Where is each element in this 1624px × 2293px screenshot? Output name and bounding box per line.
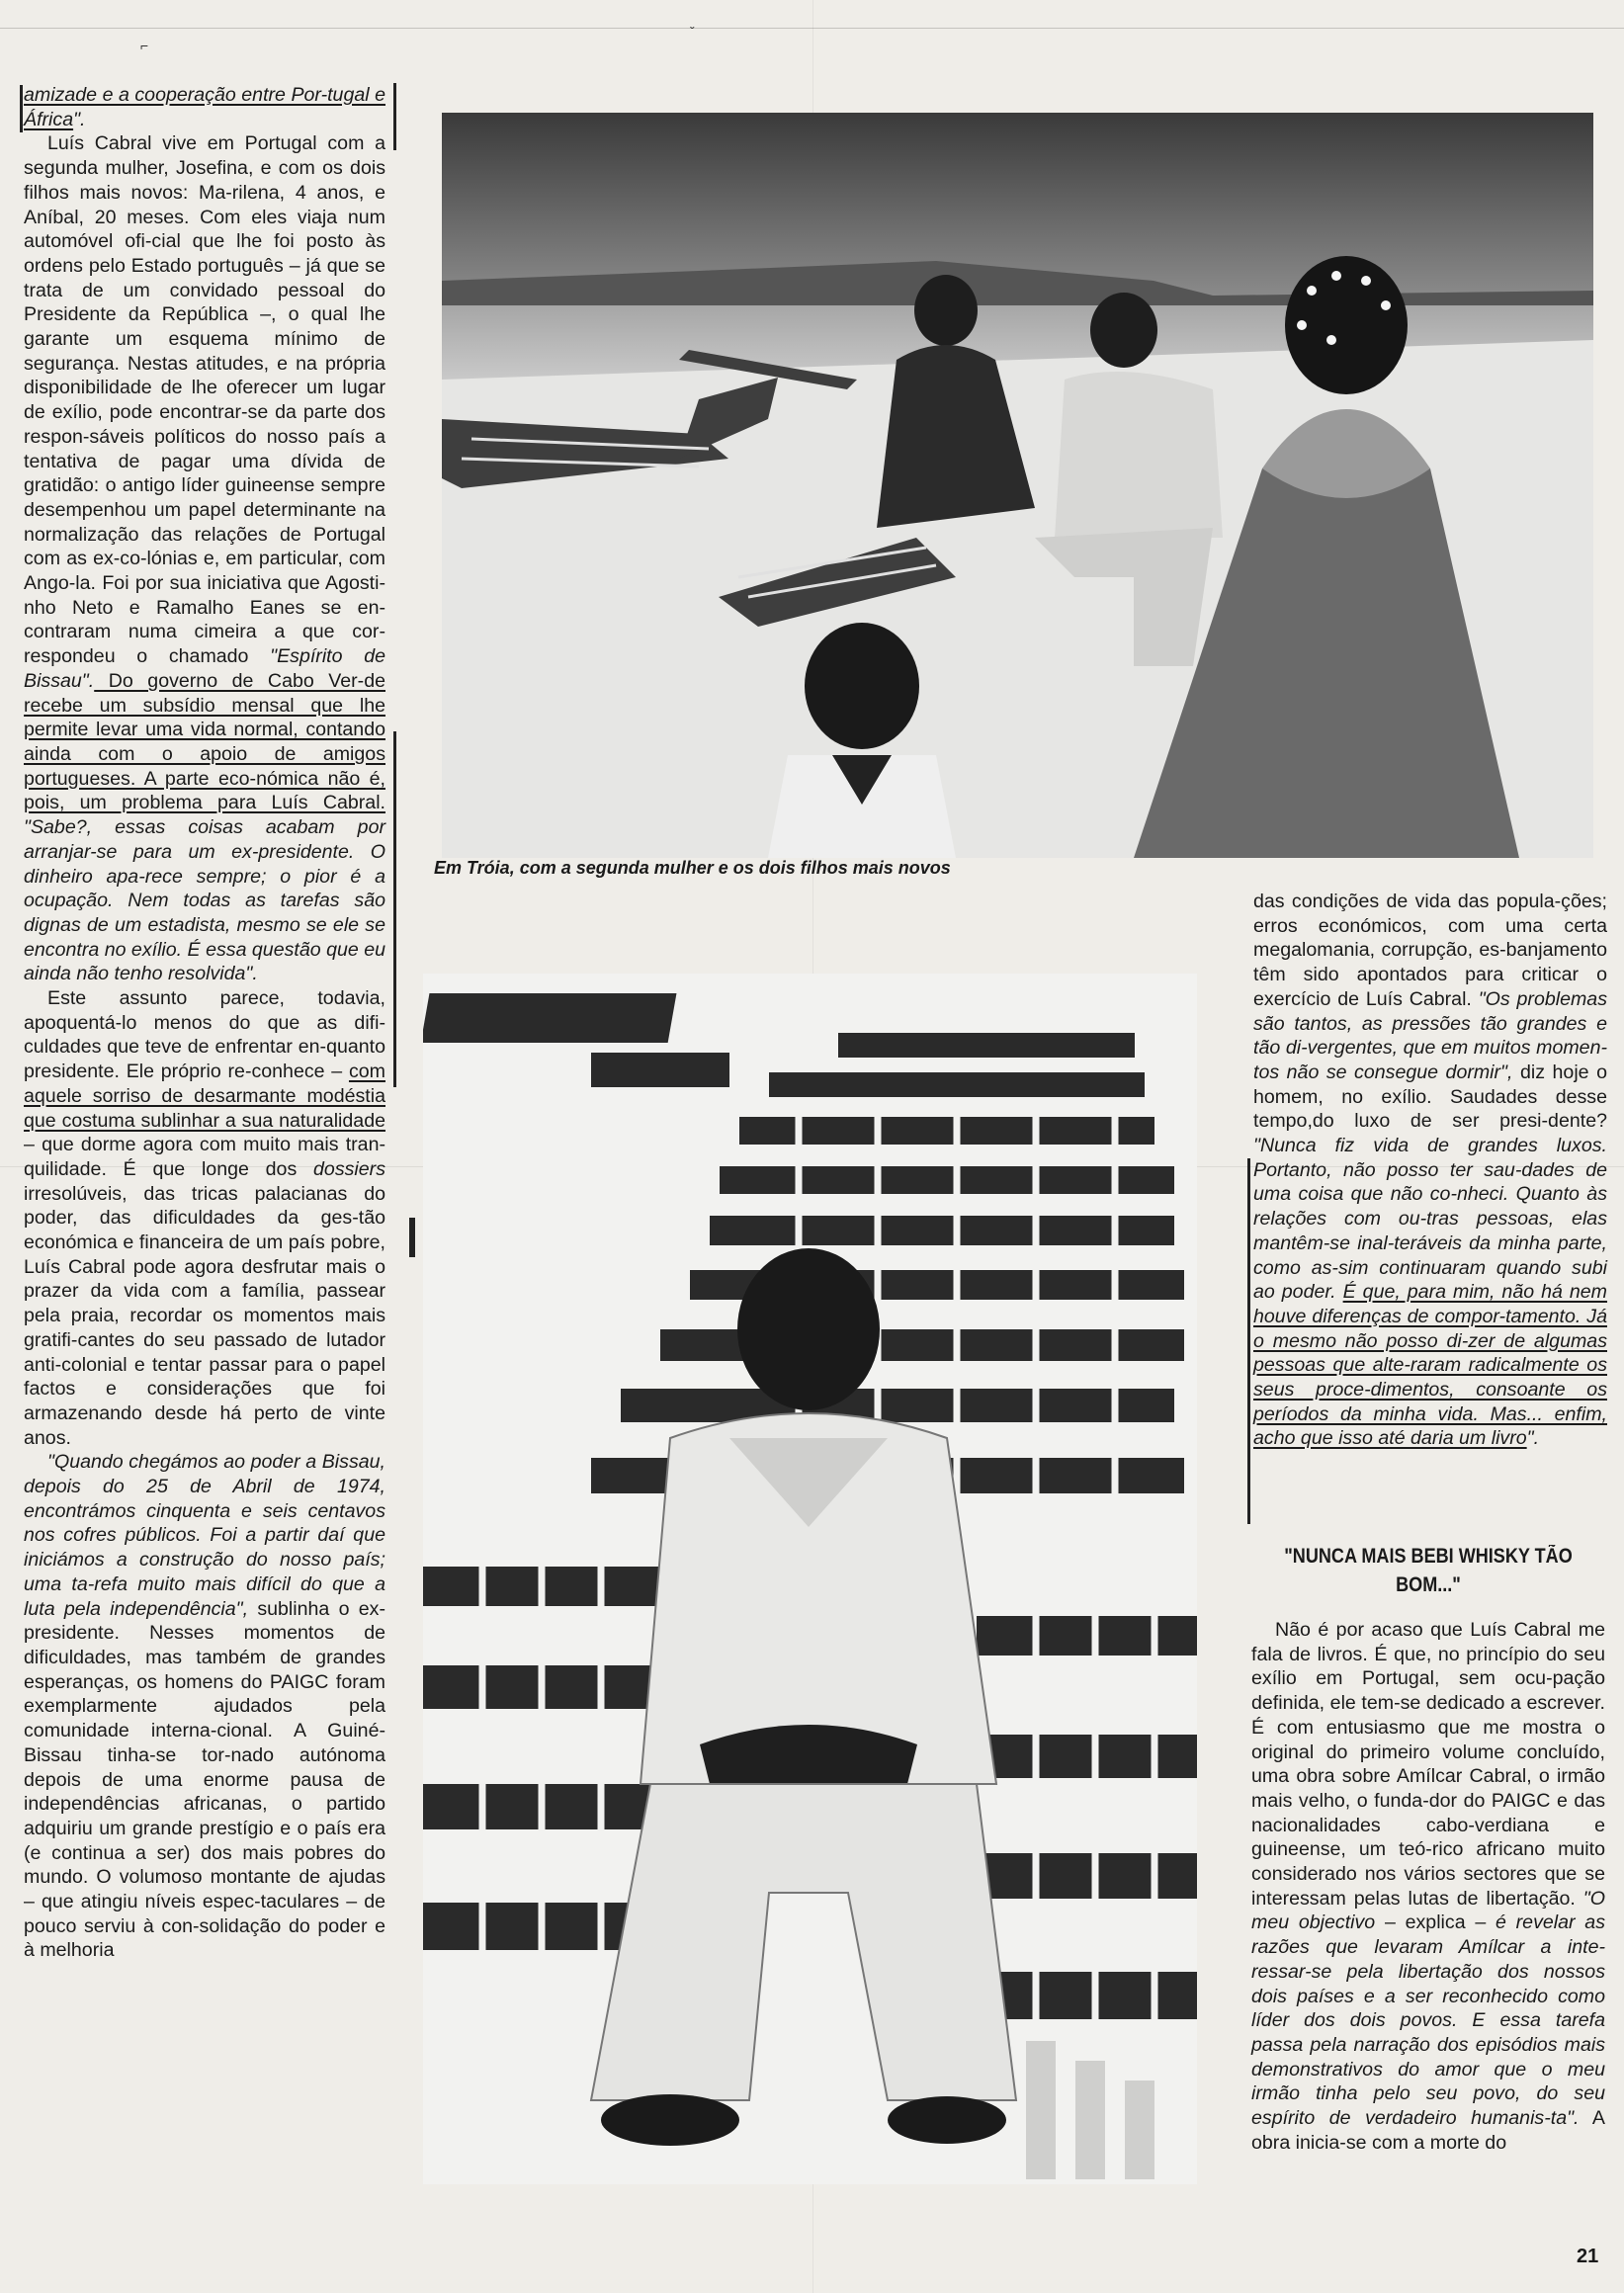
- quote-text: "O meu objectivo: [1251, 1887, 1605, 1934]
- right-bottom-paragraph: [1251, 1618, 1605, 2155]
- quote-end: ".: [73, 108, 86, 130]
- section-headline: "NUNCA MAIS BEBI WHISKY TÃO BOM...": [1284, 1545, 1573, 1596]
- left-paragraph-3: [24, 986, 385, 1450]
- left-paragraph-1: [24, 83, 385, 131]
- right-top-paragraph: [1253, 890, 1607, 1451]
- quote-text: é revelar as razões que levaram Amílcar a inte-ressar-se pela libertação dos nossos dois países e a ser reconhecido como líder dos dois povos. E essa tarefa passa pela narração dos episódios mais demonstrativos do amor que o meu irmão tinha pelo seu povo, do seu espírito de verdadeiro humanis-ta".: [1251, 1911, 1605, 2130]
- underlined-text: com aquele sorriso de desarmante modéstia que costuma sublinhar a sua naturalidade: [24, 1061, 385, 1132]
- photo-caption: Em Tróia, com a segunda mulher e os dois filhos mais novos: [434, 858, 951, 878]
- margin-pen-mark: [393, 731, 396, 1087]
- body-text: A obra inicia-se com a morte do: [1251, 2107, 1605, 2154]
- man-on-sunbeds-photo-art: [423, 974, 1197, 2184]
- right-column-bottom: [1251, 1618, 1605, 2155]
- body-text: – que dorme agora com muito mais tran-quilidade. É que longe dos: [24, 1134, 385, 1180]
- underlined-quote: É que, para mim, não há nem houve diferenças de compor-tamento. Já o mesmo não posso di-zer de algumas pessoas que alte-raram radicalmente os seus proce-dimentos, consoante os períodos da minha vida. Mas... enfim, acho que isso até daria um livro: [1253, 1281, 1608, 1450]
- quote-text: "Sabe?, essas coisas acabam por arranjar-se para um ex-presidente. O dinheiro apa-rece sempre; o pior é a ocupação. Nem todas as tarefas são dignas de um estadista, mesmo se ele se encontra no exílio. É essa questão que eu ainda não tenho resolvida".: [24, 816, 386, 985]
- body-text: Não é por acaso que Luís Cabral me fala de livros. É que, no princípio do seu exílio em Portugal, sem ocu-pação definida, ele tem-se dedicado a escrever. É com entusiasmo que me mostra o original do primeiro volume concluído, uma obra sobre Amílcar Cabral, o irmão mais velho, o funda-dor do PAIGC e das nacionalidades cabo-verdiana e guineense, um teó-rico africano muito considerado nos vários sectores que se interessam pelas lutas de libertação.: [1251, 1619, 1605, 1910]
- body-text: das condições de vida das popula-ções; erros económicos, com uma certa megalomania, corrupção, es-banjamento têm sido apontados para criticar o exercício de Luís Cabral.: [1253, 891, 1607, 1010]
- quote-end: ".: [1526, 1427, 1540, 1450]
- beach-family-photo: [442, 113, 1593, 858]
- scan-mark: ⌐: [140, 38, 149, 53]
- margin-pen-mark: [393, 83, 396, 150]
- underlined-text: Do governo de Cabo Ver-de recebe um subsídio mensal que lhe permite levar uma vida normal, contando ainda com o apoio de amigos portugueses. A parte eco-nómica não é, pois, um problema para Luís Cabral.: [24, 669, 385, 814]
- italic-word: dossiers: [313, 1157, 385, 1180]
- left-column: [24, 83, 385, 1963]
- body-text: sublinha o ex-presidente. Nesses momentos de dificuldades, mas também de grandes esperanças, os homens do PAIGC foram exemplarmente ajudados pela comunidade interna-cional. A Guiné-Bissau tinha-se tor-nado autónoma depois de uma enorme pausa de independências africanas, o partido adquiriu um grande prestígio e o país era (e continua a ser) dos mais pobres do mundo. O volumoso montante de ajudas – que atingiu níveis espec-taculares – de pouco serviu à con-solidação do poder e à melhoria: [24, 1597, 385, 1962]
- margin-pen-mark: [1247, 1158, 1250, 1524]
- body-text: diz hoje o homem, no exílio. Saudades desse tempo,do luxo de ser presi-dente?: [1253, 1061, 1607, 1133]
- margin-pen-mark: [20, 85, 23, 132]
- margin-pen-mark: [409, 1218, 415, 1257]
- quote-text: "Os problemas são tantos, as pressões tão grandes e tão di-vergentes, que em muitos momen-tos não se consegue dormir",: [1253, 987, 1608, 1083]
- scan-mark: ˇ: [690, 24, 695, 40]
- body-text: irresolúveis, das tricas palacianas do poder, das dificuldades da ges-tão económica e financeira de um país pobre, Luís Cabral pode agora desfrutar mais o prazer da vida com a família, passear pela praia, recordar os momentos mais gratifi-cantes do seu passado de lutador anti-colonial e tentar passar para o papel factos e considerações que foi armazenando desde há perto de vinte anos.: [24, 1182, 385, 1449]
- right-column-top: [1253, 890, 1607, 1451]
- underlined-quote: amizade e a cooperação entre Por-tugal e África: [24, 84, 385, 130]
- left-paragraph-4: [24, 1450, 385, 1963]
- body-text: Este assunto parece, todavia, apoquentá-lo menos do que as difi-culdades que teve de enfrentar en-quanto presidente. Ele próprio re-conhece –: [24, 987, 385, 1083]
- left-paragraph-2: [24, 131, 385, 986]
- beach-family-photo-art: [442, 113, 1593, 858]
- body-text: Luís Cabral vive em Portugal com a segunda mulher, Josefina, e com os dois filhos mais novos: Ma-rilena, 4 anos, e Aníbal, 20 meses. Com eles viaja num automóvel ofi-cial que lhe foi posto às ordens pelo Estado português – já que se trata de um convidado pessoal do Presidente da República –, o qual lhe garante um esquema mínimo de segurança. Nestas atitudes, e na própria disponibilidade de lhe oferecer um lugar de exílio, pode encontrar-se da parte dos respon-sáveis políticos do nosso país a tentativa de pagar uma dívida de gratidão: o antigo líder guineense sempre desempenhou um papel determinante na normalização das relações de Portugal com as ex-co-lónias e, em particular, com Ango-la. Foi por sua iniciativa que Agosti-nho Neto e Ramalho Eanes se en-contraram numa cimeira a que cor-respondeu o chamado: [24, 132, 385, 668]
- quote-text: "Nunca fiz vida de grandes luxos. Portanto, não posso ter sau-dades de uma coisa que não co-nheci. Quanto às relações com ou-tras pessoas, elas mantêm-se inal-teráveis da minha parte, como as-sim continuaram quando subi ao poder.: [1253, 1135, 1607, 1304]
- italic-text: "Espírito de Bissau".: [24, 645, 385, 692]
- page-number: 21: [1577, 2246, 1599, 2267]
- body-text: – explica –: [1375, 1911, 1496, 1934]
- quote-text: "Quando chegámos ao poder a Bissau, depois do 25 de Abril de 1974, encontrámos cinquenta e seis centavos nos cofres públicos. Foi a partir daí que iniciámos a construção do nosso país; uma ta-refa muito mais difícil do que a luta pela independência",: [24, 1451, 385, 1620]
- man-on-sunbeds-photo: [423, 974, 1197, 2184]
